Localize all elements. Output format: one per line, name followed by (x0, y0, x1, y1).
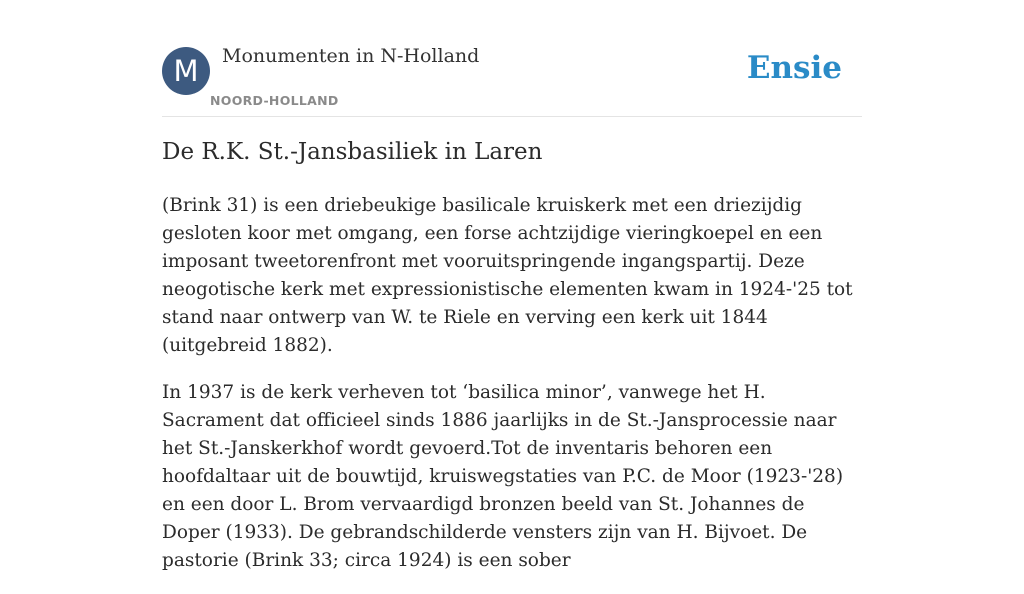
article-title: De R.K. St.-Jansbasiliek in Laren (162, 139, 543, 165)
source-avatar[interactable]: M (162, 47, 210, 95)
source-title-link[interactable]: Monumenten in N-Holland (222, 45, 480, 67)
source-header (162, 0, 862, 117)
article-body (162, 192, 862, 594)
source-category-label[interactable]: NOORD-HOLLAND (210, 93, 339, 108)
page-container (162, 0, 862, 571)
article-paragraph-2: In 1937 is de kerk verheven tot ‘basilica minor’, vanwege het H. Sacrament dat officieel sinds 1886 jaarlijks in de St.-Jansprocessie naar het St.-Janskerkhof wordt gevoerd.Tot de inventaris behoren een hoofdaltaar uit de bouwtijd, kruiswegstaties van P.C. de Moor (1923-'28) en een door L. Brom vervaardigd bronzen beeld van St. Johannes de Doper (1933). De gebrandschilderde vensters zijn van H. Bijvoet. De pastorie (Brink 33; circa 1924) is een sober (162, 382, 844, 571)
article-paragraph-1: (Brink 31) is een driebeukige basilicale kruiskerk met een driezijdig gesloten koor met omgang, een forse achtzijdige vieringkoepel en een imposant tweetorenfront met vooruitspringende ingangspartij. Deze neogotische kerk met expressionistische elementen kwam in 1924-'25 tot stand naar ontwerp van W. te Riele en verving een kerk uit 1844 (uitgebreid 1882). (162, 195, 853, 356)
ensie-logo[interactable]: Ensie (746, 50, 842, 86)
